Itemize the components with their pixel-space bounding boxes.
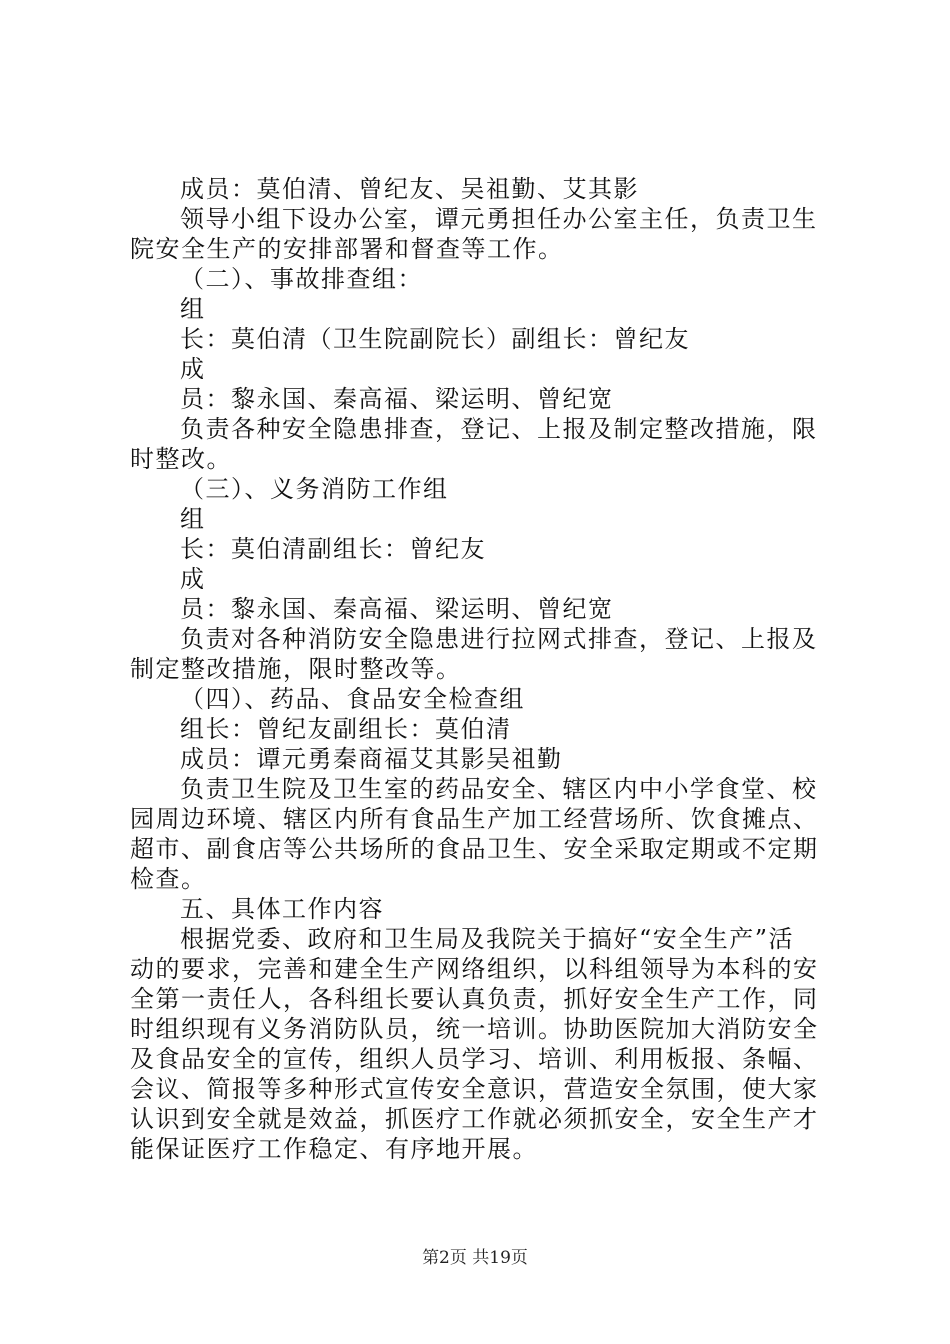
text-line: 能保证医疗工作稳定、有序地开展。: [130, 1135, 538, 1163]
text-line: （二）、事故排查组：: [180, 265, 423, 293]
document-body: [130, 174, 832, 1164]
text-line: （三）、义务消防工作组: [180, 475, 449, 503]
text-line: 组: [180, 505, 206, 533]
text-line: 长：莫伯清（卫生院副院长）副组长：曾纪友: [180, 325, 690, 353]
text-line: 制定整改措施，限时整改等。: [130, 655, 462, 683]
text-line: 成: [180, 355, 206, 383]
page-footer: 第2页 共19页: [422, 1248, 528, 1268]
text-line: 全第一责任人，各科组长要认真负责，抓好安全生产工作，同: [130, 985, 819, 1013]
text-line: 成员：莫伯清、曾纪友、吴祖勤、艾其影: [180, 175, 639, 203]
text-line: 负责各种安全隐患排查，登记、上报及制定整改措施，限: [180, 415, 818, 443]
text-line: 组长：曾纪友副组长：莫伯清: [180, 715, 512, 743]
text-line: 负责对各种消防安全隐患进行拉网式排查，登记、上报及: [180, 625, 818, 653]
text-line: 动的要求，完善和建全生产网络组织，以科组领导为本科的安: [130, 955, 819, 983]
text-line: 检查。: [130, 865, 207, 893]
text-line: 领导小组下设办公室，谭元勇担任办公室主任，负责卫生: [180, 205, 818, 233]
text-line: 时组织现有义务消防队员，统一培训。协助医院加大消防安全: [130, 1015, 819, 1043]
text-line: 组: [180, 295, 206, 323]
text-line: 院安全生产的安排部署和督查等工作。: [130, 235, 564, 263]
text-line: 成员：谭元勇秦商福艾其影吴祖勤: [180, 745, 563, 773]
text-line: 及食品安全的宣传，组织人员学习、培训、利用板报、条幅、: [130, 1045, 819, 1073]
text-line: 认识到安全就是效益，抓医疗工作就必须抓安全，安全生产才: [130, 1105, 819, 1133]
text-line: 超市、副食店等公共场所的食品卫生、安全采取定期或不定期: [130, 835, 819, 863]
text-line: 长：莫伯清副组长：曾纪友: [180, 535, 486, 563]
text-line: （四）、药品、食品安全检查组: [180, 685, 525, 713]
text-line: 员：黎永国、秦高福、梁运明、曾纪宽: [180, 385, 614, 413]
text-line: 负责卫生院及卫生室的药品安全、辖区内中小学食堂、校: [180, 775, 818, 803]
text-line: 员：黎永国、秦高福、梁运明、曾纪宽: [180, 595, 614, 623]
text-line: 会议、简报等多种形式宣传安全意识，营造安全氛围，使大家: [130, 1075, 819, 1103]
text-line: 园周边环境、辖区内所有食品生产加工经营场所、饮食摊点、: [130, 805, 819, 833]
text-line: 时整改。: [130, 445, 232, 473]
text-line: 根据党委、政府和卫生局及我院关于搞好“安全生产”活: [180, 925, 795, 953]
text-line: 成: [180, 565, 206, 593]
text-line: 五、具体工作内容: [180, 895, 384, 923]
